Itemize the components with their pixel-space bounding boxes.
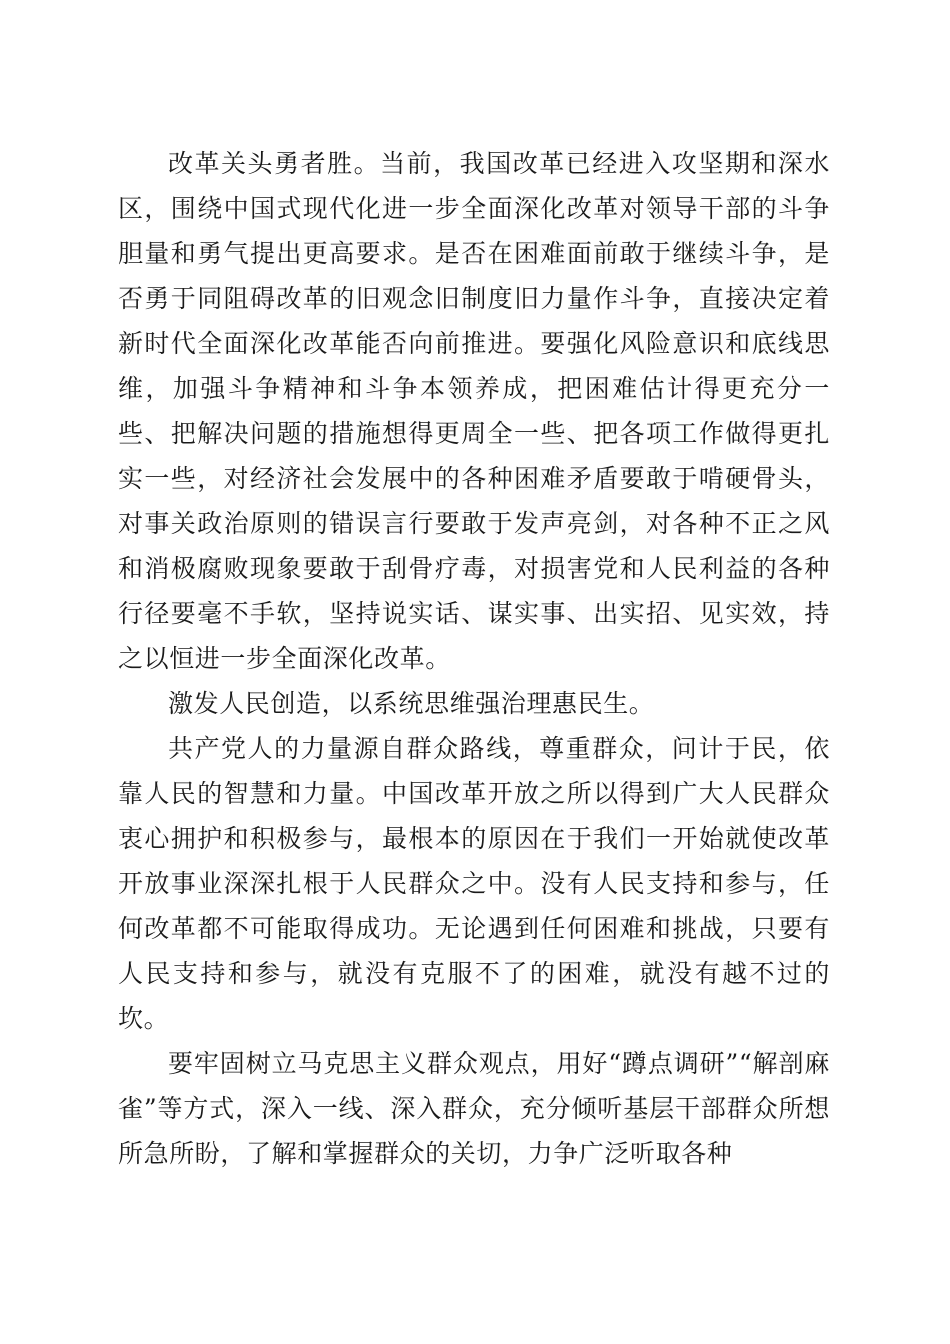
paragraph-mass-line: 共产党人的力量源自群众路线，尊重群众，问计于民，依靠人民的智慧和力量。中国改革开放之所以得到广大人民群众衷心拥护和积极参与，最根本的原因在于我们一开始就使改革开放事业深深扎根于人民群众之中。没有人民支持和参与，任何改革都不可能取得成功。无论遇到任何困难和挑战，只要有人民支持和参与，就没有克服不了的困难，就没有越不过的坎。 (118, 734, 830, 1033)
document-body (118, 141, 830, 1176)
paragraph-heading-people-creativity: 激发人民创造，以系统思维强治理惠民生。 (168, 689, 655, 718)
paragraph-reform-courage: 改革关头勇者胜。当前，我国改革已经进入攻坚期和深水区，围绕中国式现代化进一步全面深化改革对领导干部的斗争胆量和勇气提出更高要求。是否在困难面前敢于继续斗争，是否勇于同阻碍改革的旧观念旧制度旧力量作斗争，直接决定着新时代全面深化改革能否向前推进。要强化风险意识和底线思维，加强斗争精神和斗争本领养成，把困难估计得更充分一些、把解决问题的措施想得更周全一些、把各项工作做得更扎实一些，对经济社会发展中的各种困难矛盾要敢于啃硬骨头，对事关政治原则的错误言行要敢于发声亮剑，对各种不正之风和消极腐败现象要敢于刮骨疗毒，对损害党和人民利益的各种行径要毫不手软，坚持说实话、谋实事、出实招、见实效，持之以恒进一步全面深化改革。 (118, 149, 830, 673)
paragraph-mass-viewpoint: 要牢固树立马克思主义群众观点，用好“蹲点调研”“解剖麻雀”等方式，深入一线、深入群众，充分倾听基层干部群众所想所急所盼，了解和掌握群众的关切，力争广泛听取各种 (118, 1049, 830, 1168)
